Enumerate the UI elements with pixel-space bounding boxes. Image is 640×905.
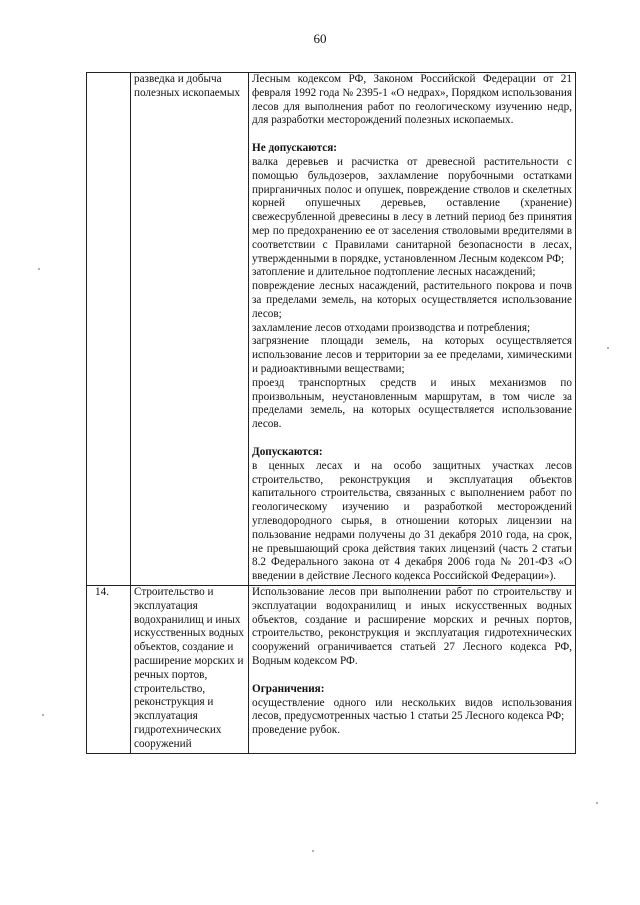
intro-paragraph: Лесным кодексом РФ, Законом Российской Федерации от 21 февраля 1992 года № 2395-1 «О недрах», Порядком использования лесов для выполнения работ по геологическому изучению недр, для разработки месторождений полезных ископаемых. <box>252 73 572 127</box>
list-item: повреждение лесных насаждений, растительного покрова и почв за пределами земель, на которых осуществляется использование лесов; <box>252 280 572 320</box>
list-item: в ценных лесах и на особо защитных участках лесов строительство, реконструкция и эксплуатация объектов капитального строительства, связанных с выполнением работ по геологическому изучению и разработкой месторождений углеводородного сырья, в отношении которых лицензии на пользование недрами получены до 31 декабря 2010 года, на срок, не превышающий срока действия таких лицензий (часть 2 статьи 8.2 Федерального закона от 4 декабря 2006 года № 201-ФЗ «О введении в действие Лесного кодекса Российской Федерации»). <box>252 459 572 583</box>
list-item: затопление и длительное подтопление лесных насаждений; <box>252 266 536 279</box>
scan-speck <box>596 802 598 804</box>
activity-description <box>249 73 576 586</box>
scan-speck <box>38 268 40 270</box>
list-item: осуществление одного или нескольких видов использования лесов, предусмотренных частью 1 статьи 25 Лесного кодекса РФ; <box>252 696 572 723</box>
list-item: проезд транспортных средств и иных механизмов по произвольным, неустановленным маршрутам, в том числе за пределами земель, на которых осуществляется использование лесов. <box>252 376 572 431</box>
list-item: загрязнение площади земель, на которых осуществляется использование лесов и территории за ее пределами, химическими и радиоактивными веществами; <box>252 335 572 375</box>
page-number: 60 <box>313 31 327 46</box>
row-number: 14. <box>87 586 131 754</box>
restrictions-heading: Ограничения: <box>252 682 325 695</box>
scan-speck <box>312 850 314 852</box>
row-number <box>87 73 131 586</box>
list-item: проведение рубок. <box>252 724 341 737</box>
list-item: валка деревьев и расчистка от древесной растительности с помощью бульдозеров, захламление порубочными остатками прирганичных полос и опушек, повреждение стволов и скелетных корней опушечных деревьев, оставление (хранение) свежесрубленной древесины в лесу в летний период без принятия мер по предохранению ее от заселения стволовыми вредителями в соответствии с Правилами санитарной безопасности в лесах, утвержденными в порядке, установленном Лесным кодексом РФ; <box>252 155 572 265</box>
intro-paragraph: Использование лесов при выполнении работ по строительству и эксплуатации водохранилищ и иных искусственных водных объектов, создание и расширение морских и речных портов, строительство, реконструкция и эксплуатация гидротехнических сооружений ограничивается статьей 27 Лесного кодекса РФ, Водным кодексом РФ. <box>252 586 572 667</box>
table-row <box>87 586 576 754</box>
activity-name: Строительство и эксплуатация водохранилищ и иных искусственных водных объектов, создание и расширение морских и речных портов, строительство, реконструкция и эксплуатация гидротехнических сооружений <box>131 586 249 754</box>
activity-name: разведка и добыча полезных ископаемых <box>131 73 249 586</box>
regulations-table <box>86 72 576 754</box>
allowed-heading: Допускаются: <box>252 445 323 458</box>
scan-speck <box>42 714 44 716</box>
prohibited-heading: Не допускаются: <box>252 142 338 155</box>
activity-description <box>249 586 576 754</box>
table-row <box>87 73 576 586</box>
list-item: захламление лесов отходами производства и потребления; <box>252 321 531 334</box>
scan-speck <box>607 347 609 349</box>
